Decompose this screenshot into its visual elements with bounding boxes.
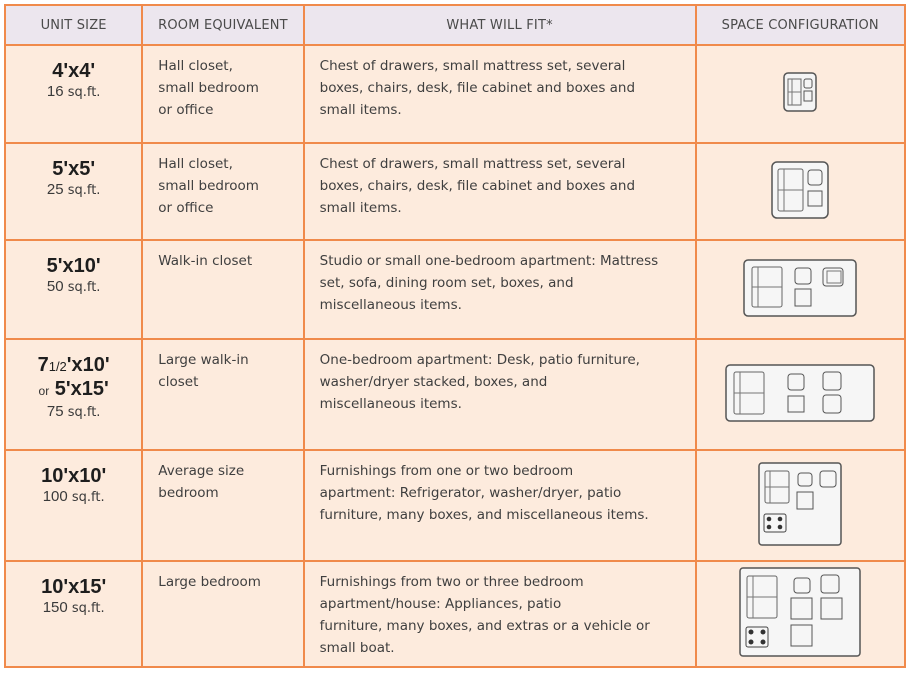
space-configuration-cell (696, 45, 906, 143)
space-configuration-cell (696, 240, 906, 339)
header-unit-size: UNIT SIZE (5, 5, 142, 45)
space-configuration-cell (696, 143, 906, 241)
table-row (5, 339, 905, 450)
table-header-row (5, 5, 905, 45)
unit-size-cell (5, 240, 142, 339)
unit-size-cell (5, 143, 142, 241)
unit-dimension: 10'x15' (41, 576, 107, 599)
header-room-equivalent: ROOM EQUIVALENT (142, 5, 303, 45)
floorplan-5x5-icon (771, 161, 829, 219)
unit-dimension-alt: or 5'x15' (38, 378, 109, 401)
unit-area: 100 sq.ft. (42, 488, 105, 506)
floorplan-7x10-icon (725, 364, 875, 422)
what-will-fit-cell: Furnishings from one or two bedroom apartment: Refrigerator, washer/dryer, patio furniture, many boxes, and miscellaneous items. (304, 450, 696, 561)
room-equivalent-cell: Large walk-in closet (142, 339, 303, 450)
unit-area: 75 sq.ft. (46, 403, 101, 421)
room-equivalent-cell: Large bedroom (142, 561, 303, 667)
unit-dimension: 5'x10' (46, 255, 101, 278)
unit-dimension: 10'x10' (41, 465, 107, 488)
what-will-fit-cell: Chest of drawers, small mattress set, several boxes, chairs, desk, file cabinet and boxes and small items. (304, 45, 696, 143)
space-configuration-cell (696, 450, 906, 561)
unit-area: 25 sq.ft. (46, 180, 101, 198)
room-equivalent-cell: Average size bedroom (142, 450, 303, 561)
unit-size-cell (5, 450, 142, 561)
unit-dimension: 71/2'x10' (37, 354, 110, 377)
header-space-configuration: SPACE CONFIGURATION (696, 5, 906, 45)
header-what-will-fit: WHAT WILL FIT* (304, 5, 696, 45)
what-will-fit-cell: Chest of drawers, small mattress set, several boxes, chairs, desk, file cabinet and boxes and small items. (304, 143, 696, 241)
table-row (5, 450, 905, 561)
room-equivalent-cell: Hall closet, small bedroom or office (142, 143, 303, 241)
unit-area: 16 sq.ft. (46, 83, 101, 100)
unit-area: 150 sq.ft. (42, 599, 105, 617)
floorplan-10x15-icon (739, 567, 861, 657)
storage-unit-size-table (4, 4, 906, 668)
floorplan-5x10-icon (743, 259, 857, 317)
space-configuration-cell (696, 561, 906, 667)
unit-size-cell (5, 45, 142, 143)
what-will-fit-cell: One-bedroom apartment: Desk, patio furniture, washer/dryer stacked, boxes, and miscellaneous items. (304, 339, 696, 450)
table-row (5, 143, 905, 241)
unit-dimension: 4'x4' (52, 60, 96, 82)
floorplan-10x10-icon (758, 462, 842, 546)
table-row (5, 45, 905, 143)
room-equivalent-cell: Hall closet, small bedroom or office (142, 45, 303, 143)
what-will-fit-cell: Studio or small one-bedroom apartment: Mattress set, sofa, dining room set, boxes, and miscellaneous items. (304, 240, 696, 339)
unit-size-cell (5, 339, 142, 450)
floorplan-4x4-icon (783, 72, 817, 112)
space-configuration-cell (696, 339, 906, 450)
unit-size-cell (5, 561, 142, 667)
table-row (5, 561, 905, 667)
unit-dimension: 5'x5' (52, 157, 96, 180)
room-equivalent-cell: Walk-in closet (142, 240, 303, 339)
what-will-fit-cell: Furnishings from two or three bedroom apartment/house: Appliances, patio furniture, many boxes, and extras or a vehicle or small boat. (304, 561, 696, 667)
unit-area: 50 sq.ft. (46, 278, 101, 296)
table-row (5, 240, 905, 339)
